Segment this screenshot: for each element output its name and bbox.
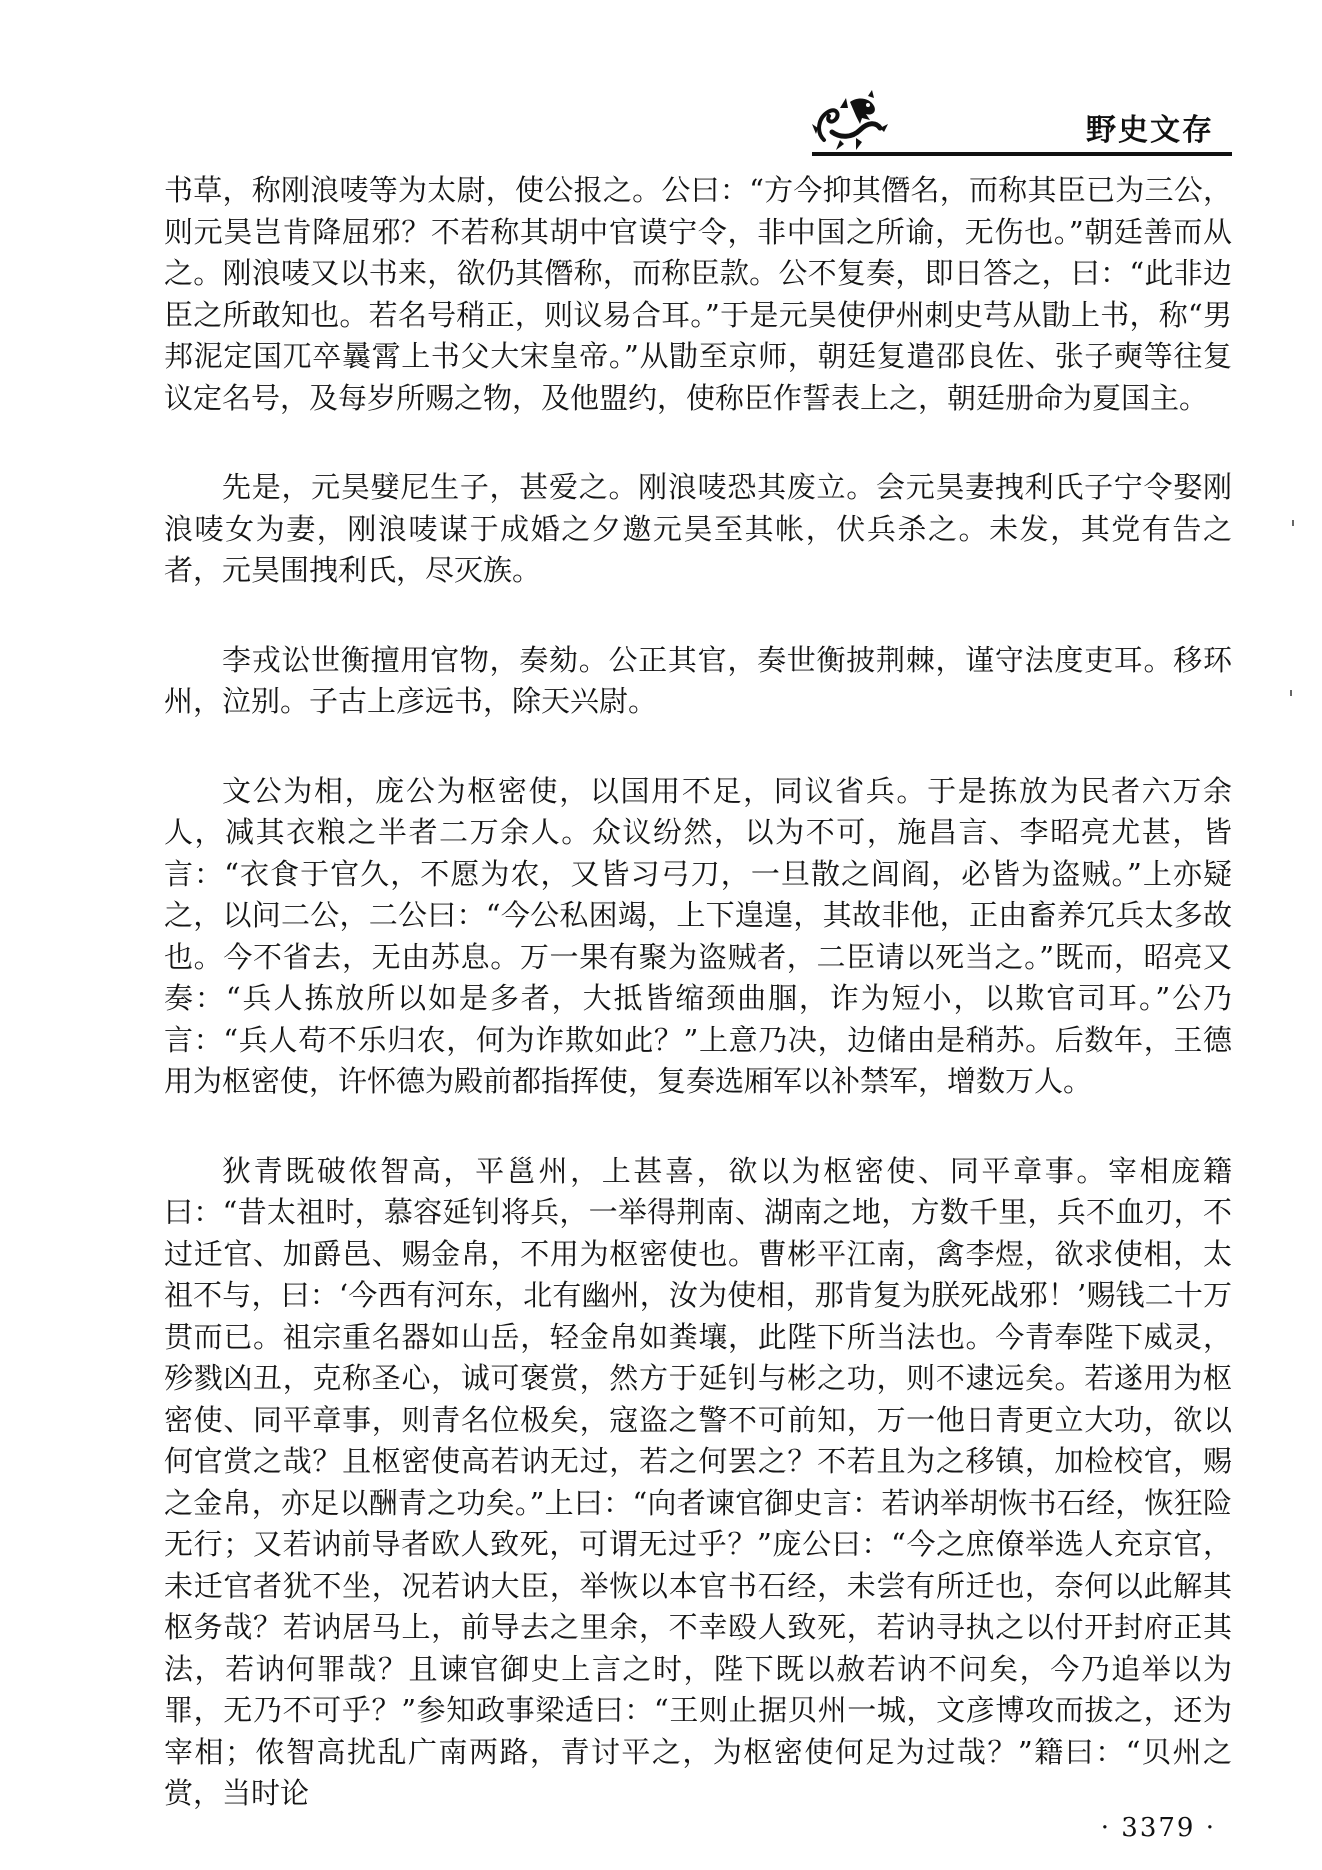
paragraph: 书草，称刚浪唛等为太尉，使公报之。公曰：“方今抑其僭名，而称其臣已为三公，则元昊岂肯降屈邪？不若称其胡中官谟宁令，非中国之所谕，无伤也。”朝廷善而从之。刚浪唛又以书来，欲仍其僭称，而称臣款。公不复奏，即日答之，曰：“此非边臣之所敢知也。若名号稍正，则议易合耳。”于是元昊使伊州刺史芎从勖上书，称“男邦泥定国兀卒曩霄上书父大宋皇帝。”从勖至京师，朝廷复遣邵良佐、张子奭等往复议定名号，及每岁所赐之物，及他盟约，使称臣作誓表上之，朝廷册命为夏国主。 [164,173,1232,415]
paragraph: 狄青既破侬智高，平邕州，上甚喜，欲以为枢密使、同平章事。宰相庞籍曰：“昔太祖时，慕容延钊将兵，一举得荆南、湖南之地，方数千里，兵不血刃，不过迁官、加爵邑、赐金帛，不用为枢密使也。曹彬平江南，禽李煜，欲求使相，太祖不与，曰：‘今西有河东，北有幽州，汝为使相，那肯复为朕死战邪！’赐钱二十万贯而已。祖宗重名器如山岳，轻金帛如粪壤，此陛下所当法也。今青奉陛下威灵，殄戮凶丑，克称圣心，诚可褒赏，然方于延钊与彬之功，则不逮远矣。若遂用为枢密使、同平章事，则青名位极矣，寇盗之警不可前知，万一他日青更立大功，欲以何官赏之哉？且枢密使高若讷无过，若之何罢之？不若且为之移镇，加检校官，赐之金帛，亦足以酬青之功矣。”上曰：“向者谏官御史言：若讷举胡恢书石经，恢狂险无行；又若讷前导者欧人致死，可谓无过乎？”庞公曰：“今之庶僚举选人充京官，未迁官者犹不坐，况若讷大臣，举恢以本官书石经，未尝有所迁也，奈何以此解其枢务哉？若讷居马上，前导去之里余，不幸殴人致死，若讷寻执之以付开封府正其法，若讷何罪哉？且谏官御史上言之时，陛下既以赦若讷不问矣，今乃追举以为罪，无乃不可乎？”参知政事梁适曰：“王则止据贝州一城，文彦博攻而拔之，还为宰相；侬智高扰乱广南两路，青讨平之，为枢密使何足为过哉？”籍曰：“贝州之赏，当时论 [164,1153,1232,1810]
paragraph: 文公为相，庞公为枢密使，以国用不足，同议省兵。于是拣放为民者六万余人，减其衣粮之半者二万余人。众议纷然，以为不可，施昌言、李昭亮尤甚，皆言：“衣食于官久，不愿为农，又皆习弓刀，一旦散之闾阎，必皆为盗贼。”上亦疑之，以问二公，二公曰：“今公私困竭，上下遑遑，其故非他，正由畜养冗兵太多故也。今不省去，无由苏息。万一果有聚为盗贼者，二臣请以死当之。”既而，昭亮又奏：“兵人拣放所以如是多者，大抵皆缩颈曲腘，诈为短小，以欺官司耳。”公乃言：“兵人苟不乐归农，何为诈欺如此？”上意乃决，边储由是稍苏。后数年，王德用为枢密使，许怀德为殿前都指挥使，复奏选厢军以补禁军，增数万人。 [164,773,1232,1098]
header-rule [812,152,1232,156]
scan-speck [1292,520,1294,526]
running-header [0,0,1322,160]
paragraph: 李戎讼世衡擅用官物，奏劾。公正其官，奏世衡披荆棘，谨守法度吏耳。移环州，泣别。子古上彦远书，除天兴尉。 [164,642,1232,718]
body-text [164,170,1232,1815]
page-number: · 3379 · [1100,1813,1216,1843]
dragon-emblem-icon [810,88,890,154]
paragraph: 先是，元昊嬖尼生子，甚爱之。刚浪唛恐其废立。会元昊妻拽利氏子宁令娶刚浪唛女为妻，刚浪唛谋于成婚之夕邀元昊至其帐，伏兵杀之。未发，其党有告之者，元昊围拽利氏，尽灭族。 [164,470,1232,587]
scan-speck [1290,690,1292,696]
running-header-title: 野史文存 [1086,113,1214,148]
